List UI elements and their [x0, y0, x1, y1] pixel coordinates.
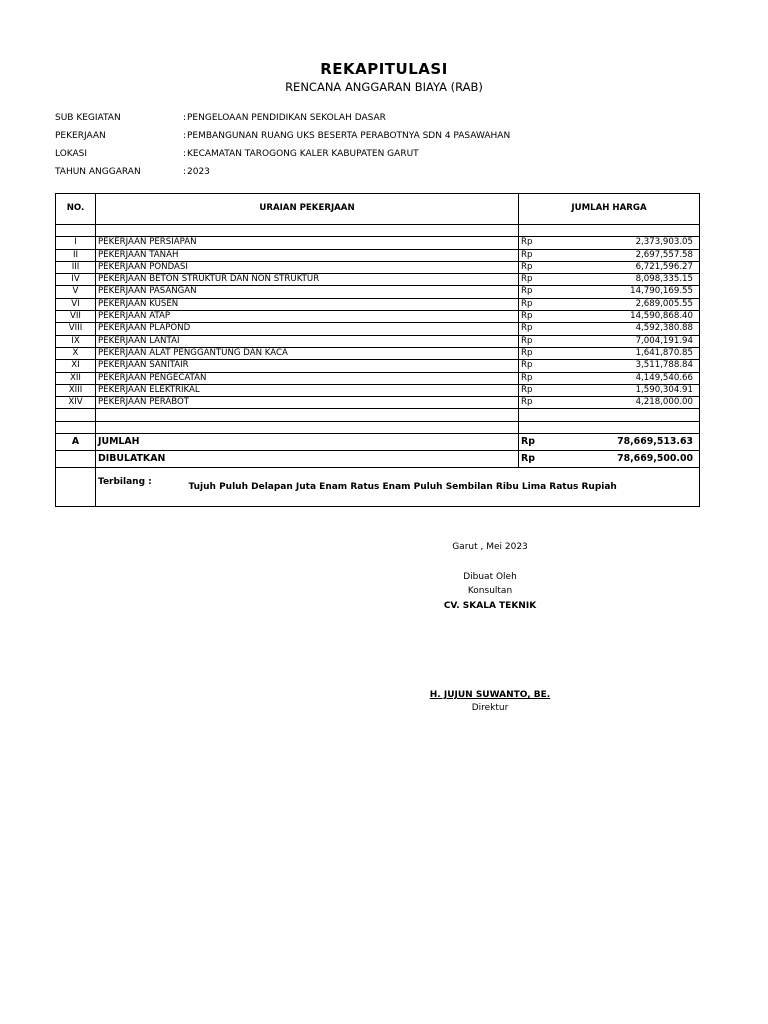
spacer-cell — [519, 409, 581, 421]
rounded-currency: Rp — [519, 451, 581, 468]
table-row — [56, 323, 700, 335]
item-currency: Rp — [519, 323, 581, 335]
terbilang-no — [56, 468, 96, 507]
item-amount: 1,641,870.85 — [581, 347, 700, 359]
item-currency: Rp — [519, 311, 581, 323]
spacer-cell — [581, 409, 700, 421]
item-desc: PEKERJAAN ELEKTRIKAL — [96, 384, 519, 396]
total-row — [56, 434, 700, 451]
spacer-cell — [519, 225, 581, 237]
info-label: LOKASI — [55, 149, 88, 159]
terbilang-cell — [96, 468, 700, 507]
item-currency: Rp — [519, 397, 581, 409]
item-desc: PEKERJAAN KUSEN — [96, 298, 519, 310]
rounded-amount: 78,669,500.00 — [581, 451, 700, 468]
item-desc: PEKERJAAN ATAP — [96, 311, 519, 323]
total-label: JUMLAH — [96, 434, 519, 451]
item-amount: 1,590,304.91 — [581, 384, 700, 396]
item-no: V — [56, 286, 96, 298]
item-amount: 4,149,540.66 — [581, 372, 700, 384]
item-amount: 4,592,380.88 — [581, 323, 700, 335]
item-desc: PEKERJAAN PERABOT — [96, 397, 519, 409]
item-amount: 8,098,335.15 — [581, 274, 700, 286]
project-info — [55, 113, 510, 185]
table-row — [56, 311, 700, 323]
spacer-cell — [56, 225, 96, 237]
item-currency: Rp — [519, 347, 581, 359]
item-amount: 3,511,788.84 — [581, 360, 700, 372]
col-header-amount: JUMLAH HARGA — [519, 194, 700, 225]
terbilang-text: Tujuh Puluh Delapan Juta Enam Ratus Enam Puluh Sembilan Ribu Lima Ratus Rupiah — [188, 482, 617, 493]
document-subtitle: RENCANA ANGGARAN BIAYA (RAB) — [285, 80, 483, 94]
item-no: III — [56, 261, 96, 273]
spacer-cell — [96, 225, 519, 237]
item-amount: 6,721,596.27 — [581, 261, 700, 273]
info-row-tahun-anggaran — [55, 167, 510, 185]
info-colon: : — [183, 131, 187, 141]
info-row-sub-kegiatan — [55, 113, 510, 131]
item-no: VIII — [56, 323, 96, 335]
item-amount: 2,373,903.05 — [581, 237, 700, 249]
table-spacer-row — [56, 225, 700, 237]
item-no: XI — [56, 360, 96, 372]
spacer-cell — [581, 225, 700, 237]
item-desc: PEKERJAAN PERSIAPAN — [96, 237, 519, 249]
info-colon: : — [183, 113, 187, 123]
item-amount: 2,689,005.55 — [581, 298, 700, 310]
info-row-lokasi — [55, 149, 510, 167]
rounded-label: DIBULATKAN — [96, 451, 519, 468]
item-no: IX — [56, 335, 96, 347]
item-no: VII — [56, 311, 96, 323]
spacer-cell — [519, 421, 581, 433]
total-amount: 78,669,513.63 — [581, 434, 700, 451]
signatory-name: H. JUJUN SUWANTO, BE. — [429, 690, 551, 700]
table-row — [56, 298, 700, 310]
table-header-row — [56, 194, 700, 225]
rounded-row — [56, 451, 700, 468]
table-row — [56, 286, 700, 298]
terbilang-label: Terbilang : — [98, 477, 152, 488]
info-value: KECAMATAN TAROGONG KALER KABUPATEN GARUT — [187, 149, 419, 159]
place-date: Garut , Mei 2023 — [452, 542, 528, 552]
item-currency: Rp — [519, 274, 581, 286]
table-row — [56, 274, 700, 286]
table-row — [56, 397, 700, 409]
item-no: VI — [56, 298, 96, 310]
rab-table — [55, 193, 700, 507]
item-desc: PEKERJAAN BETON STRUKTUR DAN NON STRUKTUR — [96, 274, 519, 286]
item-desc: PEKERJAAN LANTAI — [96, 335, 519, 347]
item-no: X — [56, 347, 96, 359]
terbilang-row — [56, 468, 700, 507]
item-desc: PEKERJAAN PLAPOND — [96, 323, 519, 335]
item-desc: PEKERJAAN TANAH — [96, 249, 519, 261]
item-no: IV — [56, 274, 96, 286]
info-value: 2023 — [187, 167, 210, 177]
item-currency: Rp — [519, 249, 581, 261]
spacer-cell — [581, 421, 700, 433]
info-label: SUB KEGIATAN — [55, 113, 121, 123]
item-desc: PEKERJAAN SANITAIR — [96, 360, 519, 372]
spacer-cell — [56, 409, 96, 421]
item-no: XII — [56, 372, 96, 384]
spacer-cell — [96, 409, 519, 421]
item-amount: 14,790,169.55 — [581, 286, 700, 298]
info-value: PEMBANGUNAN RUANG UKS BESERTA PERABOTNYA SDN 4 PASAWAHAN — [187, 131, 511, 141]
info-value: PENGELOAAN PENDIDIKAN SEKOLAH DASAR — [187, 113, 386, 123]
table-row — [56, 360, 700, 372]
table-row — [56, 335, 700, 347]
item-amount: 2,697,557.58 — [581, 249, 700, 261]
item-desc: PEKERJAAN PASANGAN — [96, 286, 519, 298]
info-row-pekerjaan — [55, 131, 510, 149]
item-currency: Rp — [519, 261, 581, 273]
table-row — [56, 249, 700, 261]
item-no: II — [56, 249, 96, 261]
signatory-position: Direktur — [471, 703, 509, 713]
item-desc: PEKERJAAN PENGECATAN — [96, 372, 519, 384]
total-currency: Rp — [519, 434, 581, 451]
col-header-desc: URAIAN PEKERJAAN — [96, 194, 519, 225]
item-currency: Rp — [519, 360, 581, 372]
item-currency: Rp — [519, 384, 581, 396]
made-by-label: Dibuat Oleh — [463, 572, 517, 582]
spacer-cell — [56, 421, 96, 433]
item-desc: PEKERJAAN PONDASI — [96, 261, 519, 273]
total-no: A — [56, 434, 96, 451]
info-label: PEKERJAAN — [55, 131, 106, 141]
table-row — [56, 237, 700, 249]
document-title: REKAPITULASI — [320, 60, 448, 78]
info-colon: : — [183, 167, 187, 177]
info-colon: : — [183, 149, 187, 159]
table-row — [56, 347, 700, 359]
table-spacer-row — [56, 421, 700, 433]
item-amount: 14,590,868.40 — [581, 311, 700, 323]
item-amount: 7,004,191.94 — [581, 335, 700, 347]
item-no: I — [56, 237, 96, 249]
info-label: TAHUN ANGGARAN — [55, 167, 141, 177]
col-header-no: NO. — [56, 194, 96, 225]
table-row — [56, 384, 700, 396]
item-currency: Rp — [519, 298, 581, 310]
item-currency: Rp — [519, 335, 581, 347]
item-currency: Rp — [519, 286, 581, 298]
table-row — [56, 372, 700, 384]
role-label: Konsultan — [467, 586, 513, 596]
rounded-no — [56, 451, 96, 468]
item-amount: 4,218,000.00 — [581, 397, 700, 409]
item-no: XIV — [56, 397, 96, 409]
item-currency: Rp — [519, 237, 581, 249]
item-no: XIII — [56, 384, 96, 396]
table-spacer-row — [56, 409, 700, 421]
spacer-cell — [96, 421, 519, 433]
item-currency: Rp — [519, 372, 581, 384]
company-name: CV. SKALA TEKNIK — [443, 601, 537, 611]
item-desc: PEKERJAAN ALAT PENGGANTUNG DAN KACA — [96, 347, 519, 359]
table-row — [56, 261, 700, 273]
